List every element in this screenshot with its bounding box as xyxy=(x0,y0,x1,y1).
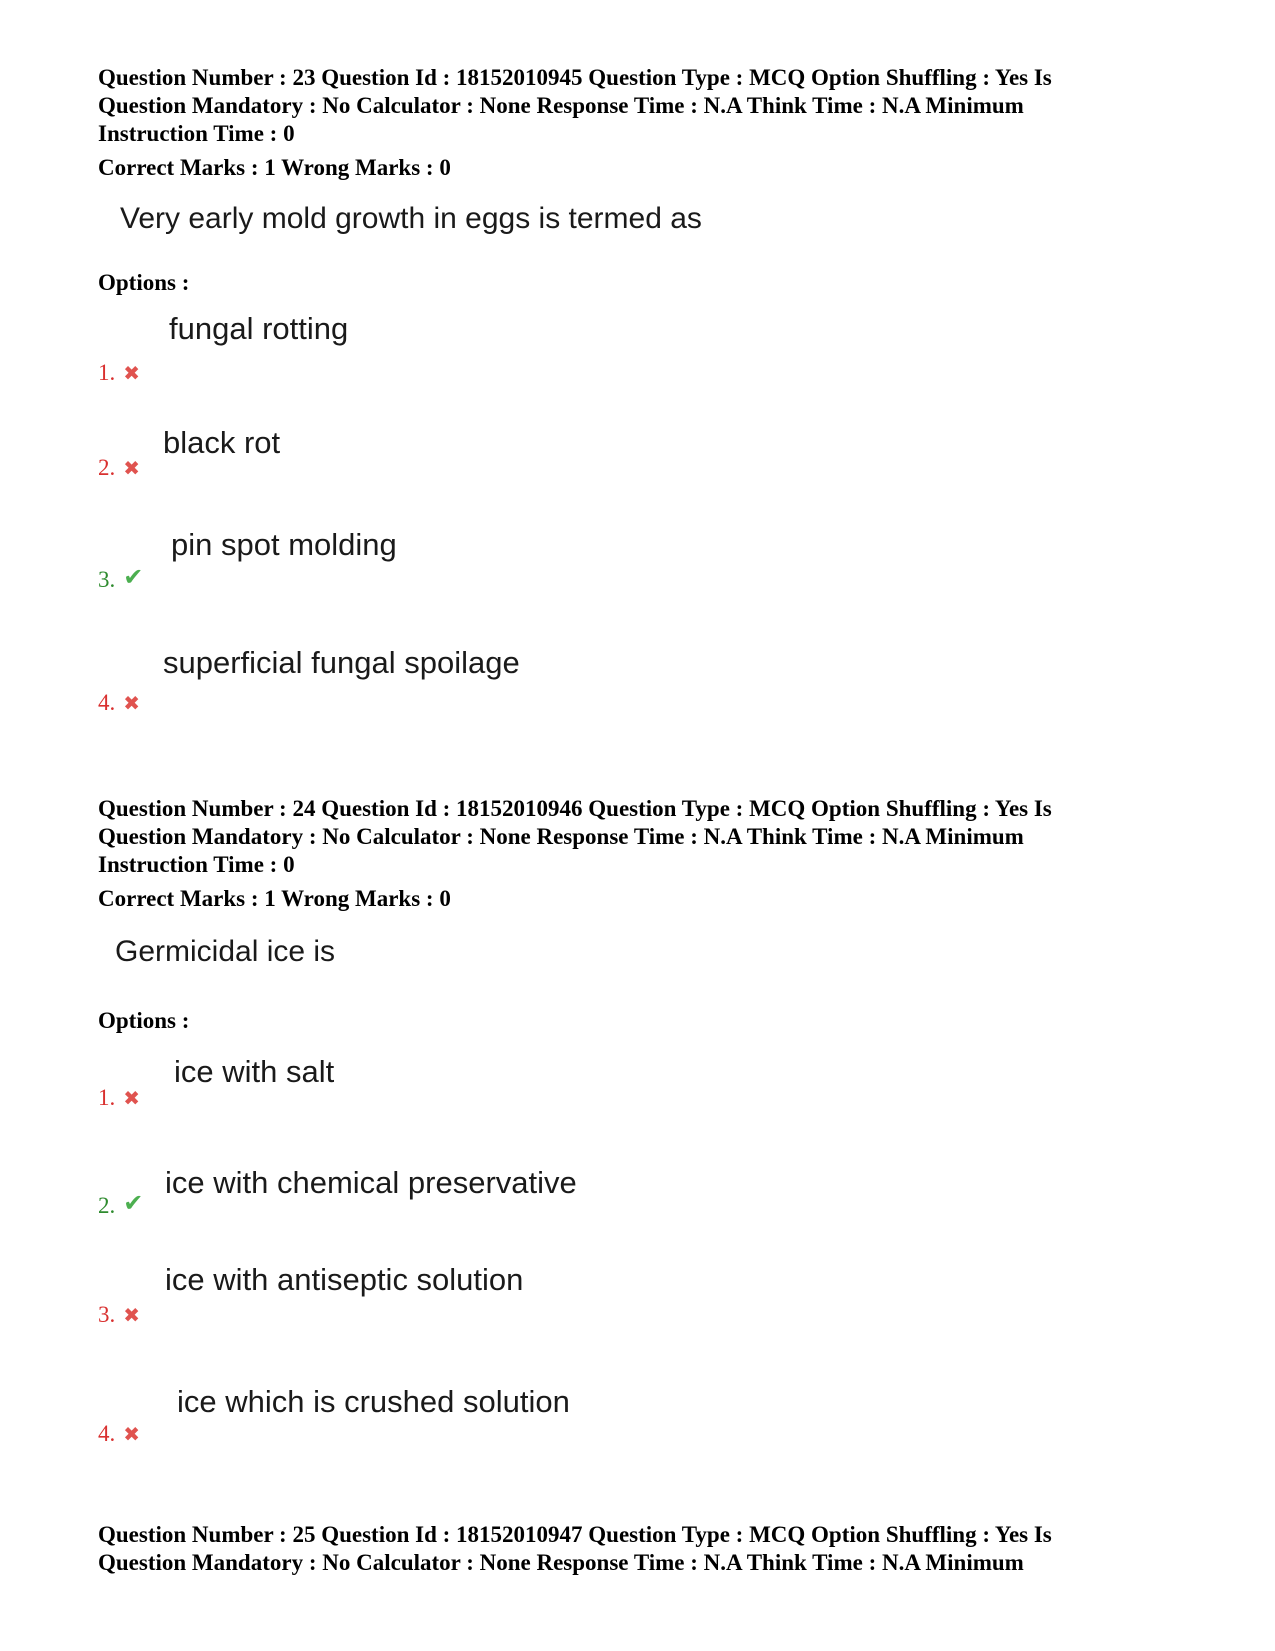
question-24-marks: Correct Marks : 1 Wrong Marks : 0 xyxy=(98,886,451,911)
option-number: 1. xyxy=(98,1085,116,1110)
question-24-text: Germicidal ice is xyxy=(115,935,336,968)
cross-icon: ✖ xyxy=(123,691,141,715)
option-4 xyxy=(98,690,140,716)
meta-line: Instruction Time : 0 xyxy=(98,121,295,146)
check-icon: ✔ xyxy=(123,1189,144,1217)
option-number: 4. xyxy=(98,1421,116,1446)
option-4 xyxy=(98,1421,140,1447)
option-text: fungal rotting xyxy=(169,311,349,346)
check-icon: ✔ xyxy=(123,563,144,591)
question-25-meta xyxy=(98,1521,1178,1577)
option-number: 4. xyxy=(98,690,116,715)
meta-line: Question Mandatory : No Calculator : None Response Time : N.A Think Time : N.A Minimum xyxy=(98,93,1024,118)
cross-icon: ✖ xyxy=(123,361,141,385)
option-text: pin spot molding xyxy=(171,527,397,562)
question-23-meta xyxy=(98,64,1178,148)
question-23-marks: Correct Marks : 1 Wrong Marks : 0 xyxy=(98,155,451,180)
option-2 xyxy=(98,1190,143,1219)
meta-line: Instruction Time : 0 xyxy=(98,852,295,877)
option-number: 2. xyxy=(98,455,116,480)
question-24-meta xyxy=(98,795,1178,879)
option-number: 3. xyxy=(98,567,116,592)
option-text: ice with salt xyxy=(174,1054,335,1089)
question-23-text: Very early mold growth in eggs is termed as xyxy=(120,202,702,235)
option-text: ice with antiseptic solution xyxy=(165,1262,524,1297)
option-text: ice which is crushed solution xyxy=(177,1384,570,1419)
option-number: 1. xyxy=(98,360,116,385)
option-3 xyxy=(98,564,143,593)
option-1 xyxy=(98,360,140,386)
meta-line: Question Number : 23 Question Id : 18152010945 Question Type : MCQ Option Shuffling : Yes Is xyxy=(98,65,1052,90)
options-label: Options : xyxy=(98,270,190,295)
cross-icon: ✖ xyxy=(123,1303,141,1327)
cross-icon: ✖ xyxy=(123,1086,141,1110)
option-text: ice with chemical preservative xyxy=(165,1165,577,1200)
meta-line: Question Number : 25 Question Id : 18152010947 Question Type : MCQ Option Shuffling : Yes Is xyxy=(98,1522,1052,1547)
option-1 xyxy=(98,1085,140,1111)
option-text: superficial fungal spoilage xyxy=(163,645,520,680)
meta-line: Question Mandatory : No Calculator : None Response Time : N.A Think Time : N.A Minimum xyxy=(98,824,1024,849)
options-label: Options : xyxy=(98,1008,190,1033)
cross-icon: ✖ xyxy=(123,1422,141,1446)
option-number: 3. xyxy=(98,1302,116,1327)
meta-line: Question Number : 24 Question Id : 18152010946 Question Type : MCQ Option Shuffling : Yes Is xyxy=(98,796,1052,821)
option-3 xyxy=(98,1302,140,1328)
meta-line: Question Mandatory : No Calculator : None Response Time : N.A Think Time : N.A Minimum xyxy=(98,1550,1024,1575)
option-text: black rot xyxy=(163,425,281,460)
option-2 xyxy=(98,455,140,481)
option-number: 2. xyxy=(98,1193,116,1218)
cross-icon: ✖ xyxy=(123,456,141,480)
